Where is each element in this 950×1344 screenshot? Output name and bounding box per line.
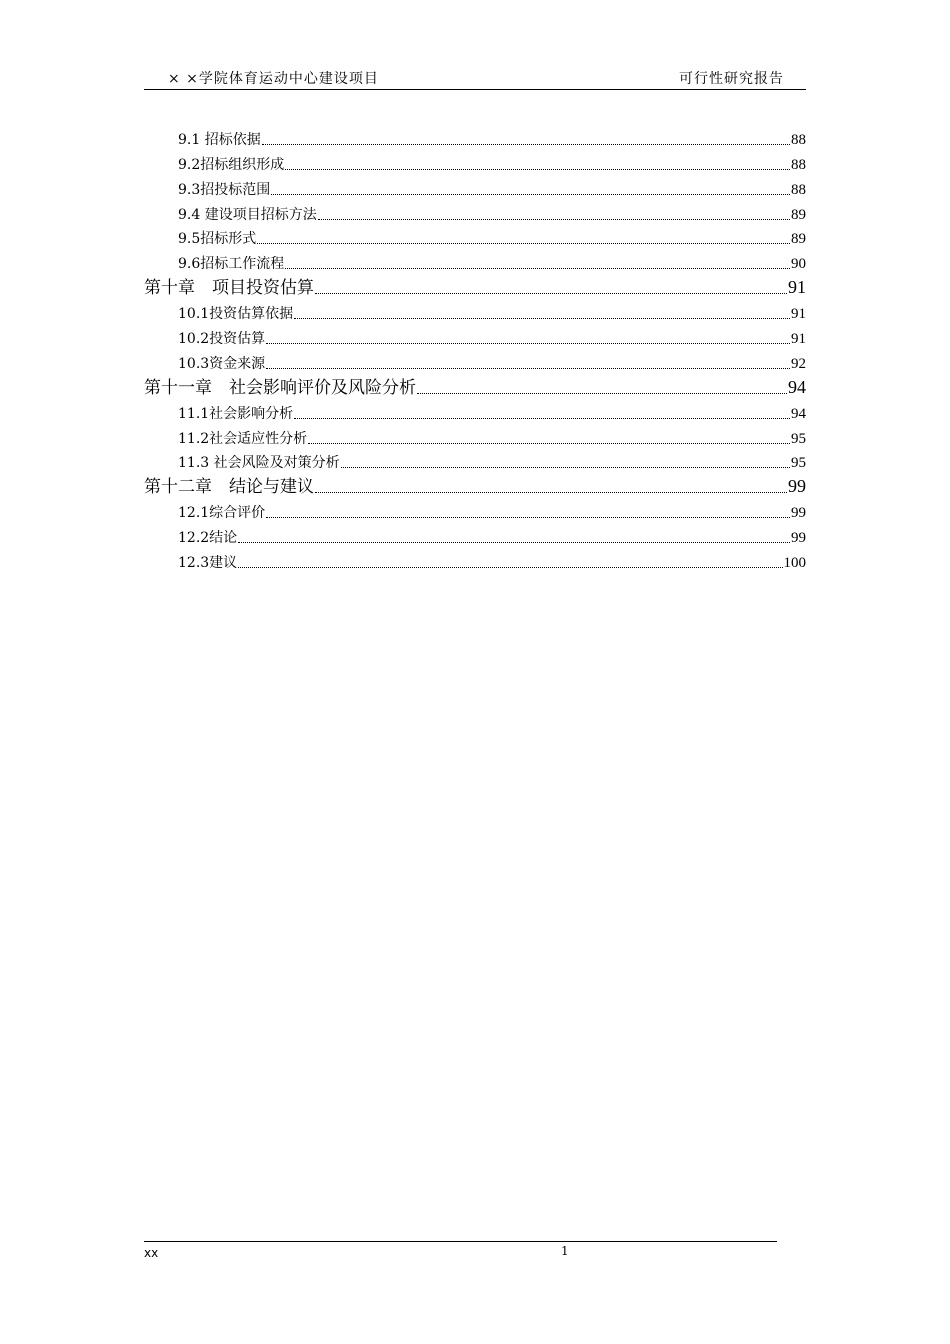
- toc-chapter-entry[interactable]: [144, 275, 806, 300]
- toc-entry-page: 91: [788, 277, 806, 298]
- toc-entry-title: 10.3资金来源: [178, 355, 266, 372]
- toc-entry-title: 12.3建议: [178, 555, 238, 572]
- header-report-type: 可行性研究报告: [679, 71, 784, 87]
- toc-dot-leader: [294, 418, 790, 419]
- toc-entry-page: 94: [791, 405, 806, 422]
- toc-chapter-entry[interactable]: [144, 474, 806, 499]
- toc-entry-page: 88: [791, 181, 806, 198]
- toc-entry-title: 10.1投资估算依据: [178, 306, 294, 323]
- toc-dot-leader: [238, 542, 790, 543]
- toc-dot-leader: [238, 567, 782, 568]
- toc-entry-page: 95: [791, 455, 806, 472]
- toc-entry-title: 12.2结论: [178, 530, 238, 547]
- toc-entry-page: 94: [788, 376, 806, 397]
- toc-entry-title: 第十二章 结论与建议: [144, 477, 314, 498]
- toc-dot-leader: [308, 443, 790, 444]
- toc-entry-title: 第十章 项目投资估算: [144, 278, 314, 299]
- toc-section-entry[interactable]: [144, 450, 806, 475]
- toc-dot-leader: [266, 368, 790, 369]
- footer-page-number: 1: [561, 1244, 569, 1258]
- header-project-title: × ×学院体育运动中心建设项目: [168, 71, 379, 87]
- toc-section-entry[interactable]: [144, 549, 806, 574]
- toc-dot-leader: [266, 517, 790, 518]
- toc-dot-leader: [262, 144, 790, 145]
- toc-entry-page: 99: [791, 505, 806, 522]
- toc-dot-leader: [417, 393, 787, 394]
- toc-entry-title: 9.3招投标范围: [178, 181, 271, 198]
- toc-section-entry[interactable]: [144, 300, 806, 325]
- toc-entry-page: 99: [788, 476, 806, 497]
- toc-dot-leader: [271, 194, 790, 195]
- toc-dot-leader: [294, 318, 790, 319]
- toc-entry-title: 9.5招标形式: [178, 231, 257, 248]
- toc-entry-title: 12.1综合评价: [178, 505, 266, 522]
- toc-section-entry[interactable]: [144, 325, 806, 350]
- toc-entry-title: 11.1社会影响分析: [178, 405, 294, 422]
- toc-entry-page: 100: [783, 555, 806, 572]
- toc-entry-page: 88: [791, 131, 806, 148]
- toc-dot-leader: [266, 343, 790, 344]
- toc-section-entry[interactable]: [144, 250, 806, 275]
- toc-chapter-entry[interactable]: [144, 375, 806, 400]
- toc-section-entry[interactable]: [144, 126, 806, 151]
- toc-entry-title: 9.6招标工作流程: [178, 256, 285, 273]
- toc-entry-page: 90: [791, 256, 806, 273]
- toc-section-entry[interactable]: [144, 524, 806, 549]
- toc-section-entry[interactable]: [144, 425, 806, 450]
- toc-entry-page: 89: [791, 231, 806, 248]
- toc-entry-title: 9.1 招标依据: [178, 131, 261, 148]
- toc-entry-page: 91: [791, 331, 806, 348]
- table-of-contents: [144, 126, 806, 574]
- toc-entry-title: 9.4 建设项目招标方法: [178, 206, 317, 223]
- toc-section-entry[interactable]: [144, 499, 806, 524]
- toc-section-entry[interactable]: [144, 226, 806, 251]
- footer-divider: [144, 1241, 777, 1242]
- toc-entry-page: 89: [791, 206, 806, 223]
- toc-dot-leader: [315, 492, 787, 493]
- toc-entry-page: 99: [791, 530, 806, 547]
- footer-left-text: xx: [144, 1246, 159, 1260]
- toc-dot-leader: [257, 243, 790, 244]
- toc-dot-leader: [341, 467, 790, 468]
- toc-dot-leader: [285, 268, 790, 269]
- toc-dot-leader: [318, 219, 790, 220]
- toc-entry-title: 10.2投资估算: [178, 331, 266, 348]
- toc-entry-page: 88: [791, 156, 806, 173]
- toc-section-entry[interactable]: [144, 350, 806, 375]
- toc-entry-page: 91: [791, 306, 806, 323]
- toc-dot-leader: [315, 293, 787, 294]
- toc-dot-leader: [285, 169, 790, 170]
- toc-section-entry[interactable]: [144, 400, 806, 425]
- toc-entry-title: 第十一章 社会影响评价及风险分析: [144, 377, 416, 398]
- toc-section-entry[interactable]: [144, 201, 806, 226]
- page-header: [144, 64, 806, 90]
- toc-section-entry[interactable]: [144, 176, 806, 201]
- toc-entry-title: 11.3 社会风险及对策分析: [178, 455, 340, 472]
- toc-entry-title: 9.2招标组织形成: [178, 156, 285, 173]
- toc-entry-page: 95: [791, 430, 806, 447]
- toc-entry-title: 11.2社会适应性分析: [178, 430, 308, 447]
- toc-entry-page: 92: [791, 355, 806, 372]
- toc-section-entry[interactable]: [144, 151, 806, 176]
